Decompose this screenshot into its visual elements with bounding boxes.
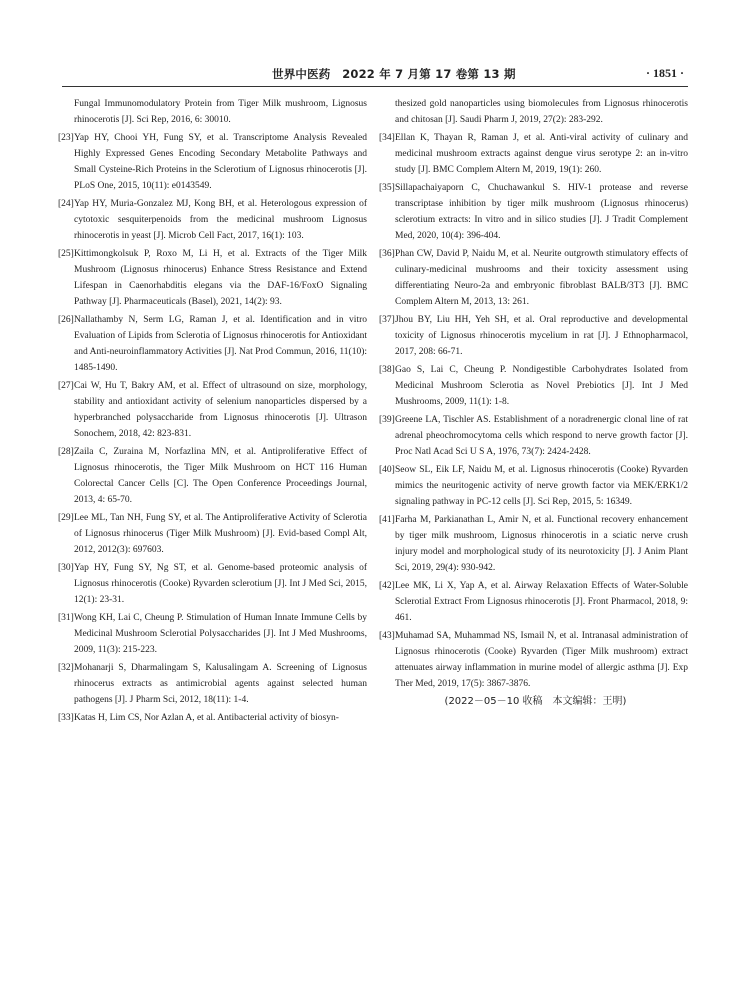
reference-text: Wong KH, Lai C, Cheung P. Stimulation of Human Innate Immune Cells by Medicinal Mushroom Sclerotial Polysaccharides [J]. Int J Med Mushrooms, 2009, 11(3): 215-223. — [74, 613, 367, 655]
reference-text: Yap HY, Chooi YH, Fung SY, et al. Transcriptome Analysis Revealed Highly Expressed Genes Encoding Secondary Metabolite Pathways and Small Cysteine-Rich Proteins in the Sclerotium of Lignosus rhinocerotis [J]. PLoS One, 2015, 10(11): e0143549. — [74, 133, 367, 191]
reference-item — [58, 378, 367, 442]
reference-number: [29] — [58, 513, 74, 523]
reference-text: Cai W, Hu T, Bakry AM, et al. Effect of ultrasound on size, morphology, stability and antioxidant activity of selenium nanoparticles dispersed by a hyperbranched polysaccharide from Lignosus rhinocerotis [J]. Ultrason Sonochem, 2018, 42: 823-831. — [74, 381, 367, 439]
reference-item — [58, 130, 367, 194]
reference-list — [58, 130, 367, 726]
reference-number: [39] — [379, 415, 395, 425]
reference-number: [41] — [379, 515, 395, 525]
reference-continuation: Fungal Immunomodulatory Protein from Tiger Milk mushroom, Lignosus rhinocerotis [J]. Sci Rep, 2016, 6: 30010. — [74, 99, 367, 125]
right-column — [379, 96, 688, 710]
journal-title: 世界中医药 2022 年 7 月第 17 卷第 13 期 — [272, 67, 516, 81]
reference-number: [30] — [58, 563, 74, 573]
reference-item — [58, 560, 367, 608]
reference-text: Seow SL, Eik LF, Naidu M, et al. Lignosus rhinocerotis (Cooke) Ryvarden mimics the neuritogenic activity of nerve growth factor via MEK/ERK1/2 signaling pathway in PC-12 cells [J]. Sci Rep, 2015, 5: 16349. — [395, 465, 688, 507]
reference-text: Phan CW, David P, Naidu M, et al. Neurite outgrowth stimulatory effects of culinary-medicinal mushrooms and their toxicity assessment using differentiating Neuro-2a and embryonic fibroblast BALB/3T3 [J]. BMC Complem Altern M, 2013, 13: 261. — [395, 249, 688, 307]
reference-text: Yap HY, Fung SY, Ng ST, et al. Genome-based proteomic analysis of Lignosus rhinocerotis (Cooke) Ryvarden sclerotium [J]. Int J Med Sci, 2015, 12(1): 23-31. — [74, 563, 367, 605]
reference-item — [379, 362, 688, 410]
running-header — [62, 66, 688, 87]
reference-item — [379, 628, 688, 692]
reference-item — [58, 710, 367, 726]
reference-number: [35] — [379, 183, 395, 193]
reference-text: Farha M, Parkianathan L, Amir N, et al. Functional recovery enhancement by tiger milk mushroom, Lignosus rhinocerotis in a sciatic nerve crush injury model and morphological study of its neurotoxicity [J]. J Anim Plant Sci, 2019, 29(4): 930-942. — [395, 515, 688, 573]
reference-number: [34] — [379, 133, 395, 143]
reference-text: Mohanarji S, Dharmalingam S, Kalusalingam A. Screening of Lignosus rhinocerus extracts as antimicrobial agents against selected human pathogens [J]. J Pharm Sci, 2012, 18(11): 1-4. — [74, 663, 367, 705]
received-date-note: (2022－05－10 收稿 本文编辑：王明) — [444, 696, 627, 707]
reference-text: Gao S, Lai C, Cheung P. Nondigestible Carbohydrates Isolated from Medicinal Mushroom Sclerotia as Novel Prebiotics [J]. Int J Med Mushrooms, 2009, 11(1): 1-8. — [395, 365, 688, 407]
reference-item — [379, 578, 688, 626]
reference-item — [58, 196, 367, 244]
reference-number: [25] — [58, 249, 74, 259]
reference-item — [379, 180, 688, 244]
reference-text: Greene LA, Tischler AS. Establishment of a noradrenergic clonal line of rat adrenal pheochromocytoma cells which respond to nerve growth factor [J]. Proc Natl Acad Sci U S A, 1976, 73(7): 2424-2428. — [395, 415, 688, 457]
reference-number: [27] — [58, 381, 74, 391]
reference-number: [43] — [379, 631, 395, 641]
reference-text: Ellan K, Thayan R, Raman J, et al. Anti-viral activity of culinary and medicinal mushroom extracts against dengue virus serotype 2: an in-vitro study [J]. BMC Complem Altern M, 2019, 19(1): 260. — [395, 133, 688, 175]
reference-number: [32] — [58, 663, 74, 673]
reference-item — [58, 610, 367, 658]
reference-item — [379, 412, 688, 460]
reference-number: [38] — [379, 365, 395, 375]
reference-text: Nallathamby N, Serm LG, Raman J, et al. Identification and in vitro Evaluation of Lipids from Sclerotia of Lignosus rhinocerotis for Antioxidant and Anti-neuroinflammatory Activities [J]. Nat Prod Commun, 2016, 11(10): 1485-1490. — [74, 315, 367, 373]
reference-text: Katas H, Lim CS, Nor Azlan A, et al. Antibacterial activity of biosyn- — [74, 713, 339, 723]
reference-item — [379, 462, 688, 510]
reference-item — [379, 512, 688, 576]
reference-text: Yap HY, Muria-Gonzalez MJ, Kong BH, et al. Heterologous expression of cytotoxic sesquiterpenoids from the medicinal mushroom Lignosus rhinocerotis in yeast [J]. Microb Cell Fact, 2017, 16(1): 103. — [74, 199, 367, 241]
reference-text: Jhou BY, Liu HH, Yeh SH, et al. Oral reproductive and developmental toxicity of Lignosus rhinocerotis mycelium in rat [J]. J Ethnopharmacol, 2017, 208: 66-71. — [395, 315, 688, 357]
reference-number: [24] — [58, 199, 74, 209]
reference-text: Zaila C, Zuraina M, Norfazlina MN, et al. Antiproliferative Effect of Lignosus rhinocerotis, the Tiger Milk Mushroom on HCT 116 Human Colorectal Cancer Cells [C]. The Open Conference Proceedings Journal, 2013, 4: 65-70. — [74, 447, 367, 505]
reference-number: [37] — [379, 315, 395, 325]
reference-text: Lee ML, Tan NH, Fung SY, et al. The Antiproliferative Activity of Sclerotia of Lignosus rhinocerus (Tiger Milk Mushroom) [J]. Evid-based Compl Alt, 2012, 2012(3): 697603. — [74, 513, 367, 555]
reference-text: Kittimongkolsuk P, Roxo M, Li H, et al. Extracts of the Tiger Milk Mushroom (Lignosus rhinocerus) Enhance Stress Resistance and Extend Lifespan in Caenorhabditis elegans via the DAF-16/FoxO Signaling Pathway [J]. Pharmaceuticals (Basel), 2021, 14(2): 93. — [74, 249, 367, 307]
reference-number: [31] — [58, 613, 74, 623]
reference-item — [379, 130, 688, 178]
reference-text: Sillapachaiyaporn C, Chuchawankul S. HIV-1 protease and reverse transcriptase inhibition by tiger milk mushroom (Lignosus rhinocerus) sclerotium extracts: In vitro and in silico studies [J]. J Tradit Complement Med, 2020, 10(4): 396-404. — [395, 183, 688, 241]
reference-item — [58, 444, 367, 508]
reference-continuation: thesized gold nanoparticles using biomolecules from Lignosus rhinocerotis and chitosan [J]. Saudi Pharm J, 2019, 27(2): 283-292. — [395, 99, 688, 125]
reference-text: Muhamad SA, Muhammad NS, Ismail N, et al. Intranasal administration of Lignosus rhinocerotis (Cooke) Ryvarden (Tiger Milk mushroom) extract attenuates airway inflammation in murine model of allergic asthma [J]. Exp Ther Med, 2019, 17(5): 3867-3876. — [395, 631, 688, 689]
left-column — [58, 96, 367, 728]
reference-number: [23] — [58, 133, 74, 143]
reference-number: [26] — [58, 315, 74, 325]
reference-number: [42] — [379, 581, 395, 591]
reference-item — [58, 510, 367, 558]
reference-item — [379, 246, 688, 310]
reference-list — [379, 130, 688, 692]
reference-text: Lee MK, Li X, Yap A, et al. Airway Relaxation Effects of Water-Soluble Sclerotial Extract From Lignosus rhinocerotis [J]. Front Pharmacol, 2018, 9: 461. — [395, 581, 688, 623]
page-number: · 1851 · — [645, 66, 684, 80]
reference-item — [58, 660, 367, 708]
reference-item — [58, 312, 367, 376]
reference-number: [33] — [58, 713, 74, 723]
reference-number: [36] — [379, 249, 395, 259]
reference-item — [379, 312, 688, 360]
reference-item — [58, 246, 367, 310]
reference-number: [28] — [58, 447, 74, 457]
reference-number: [40] — [379, 465, 395, 475]
